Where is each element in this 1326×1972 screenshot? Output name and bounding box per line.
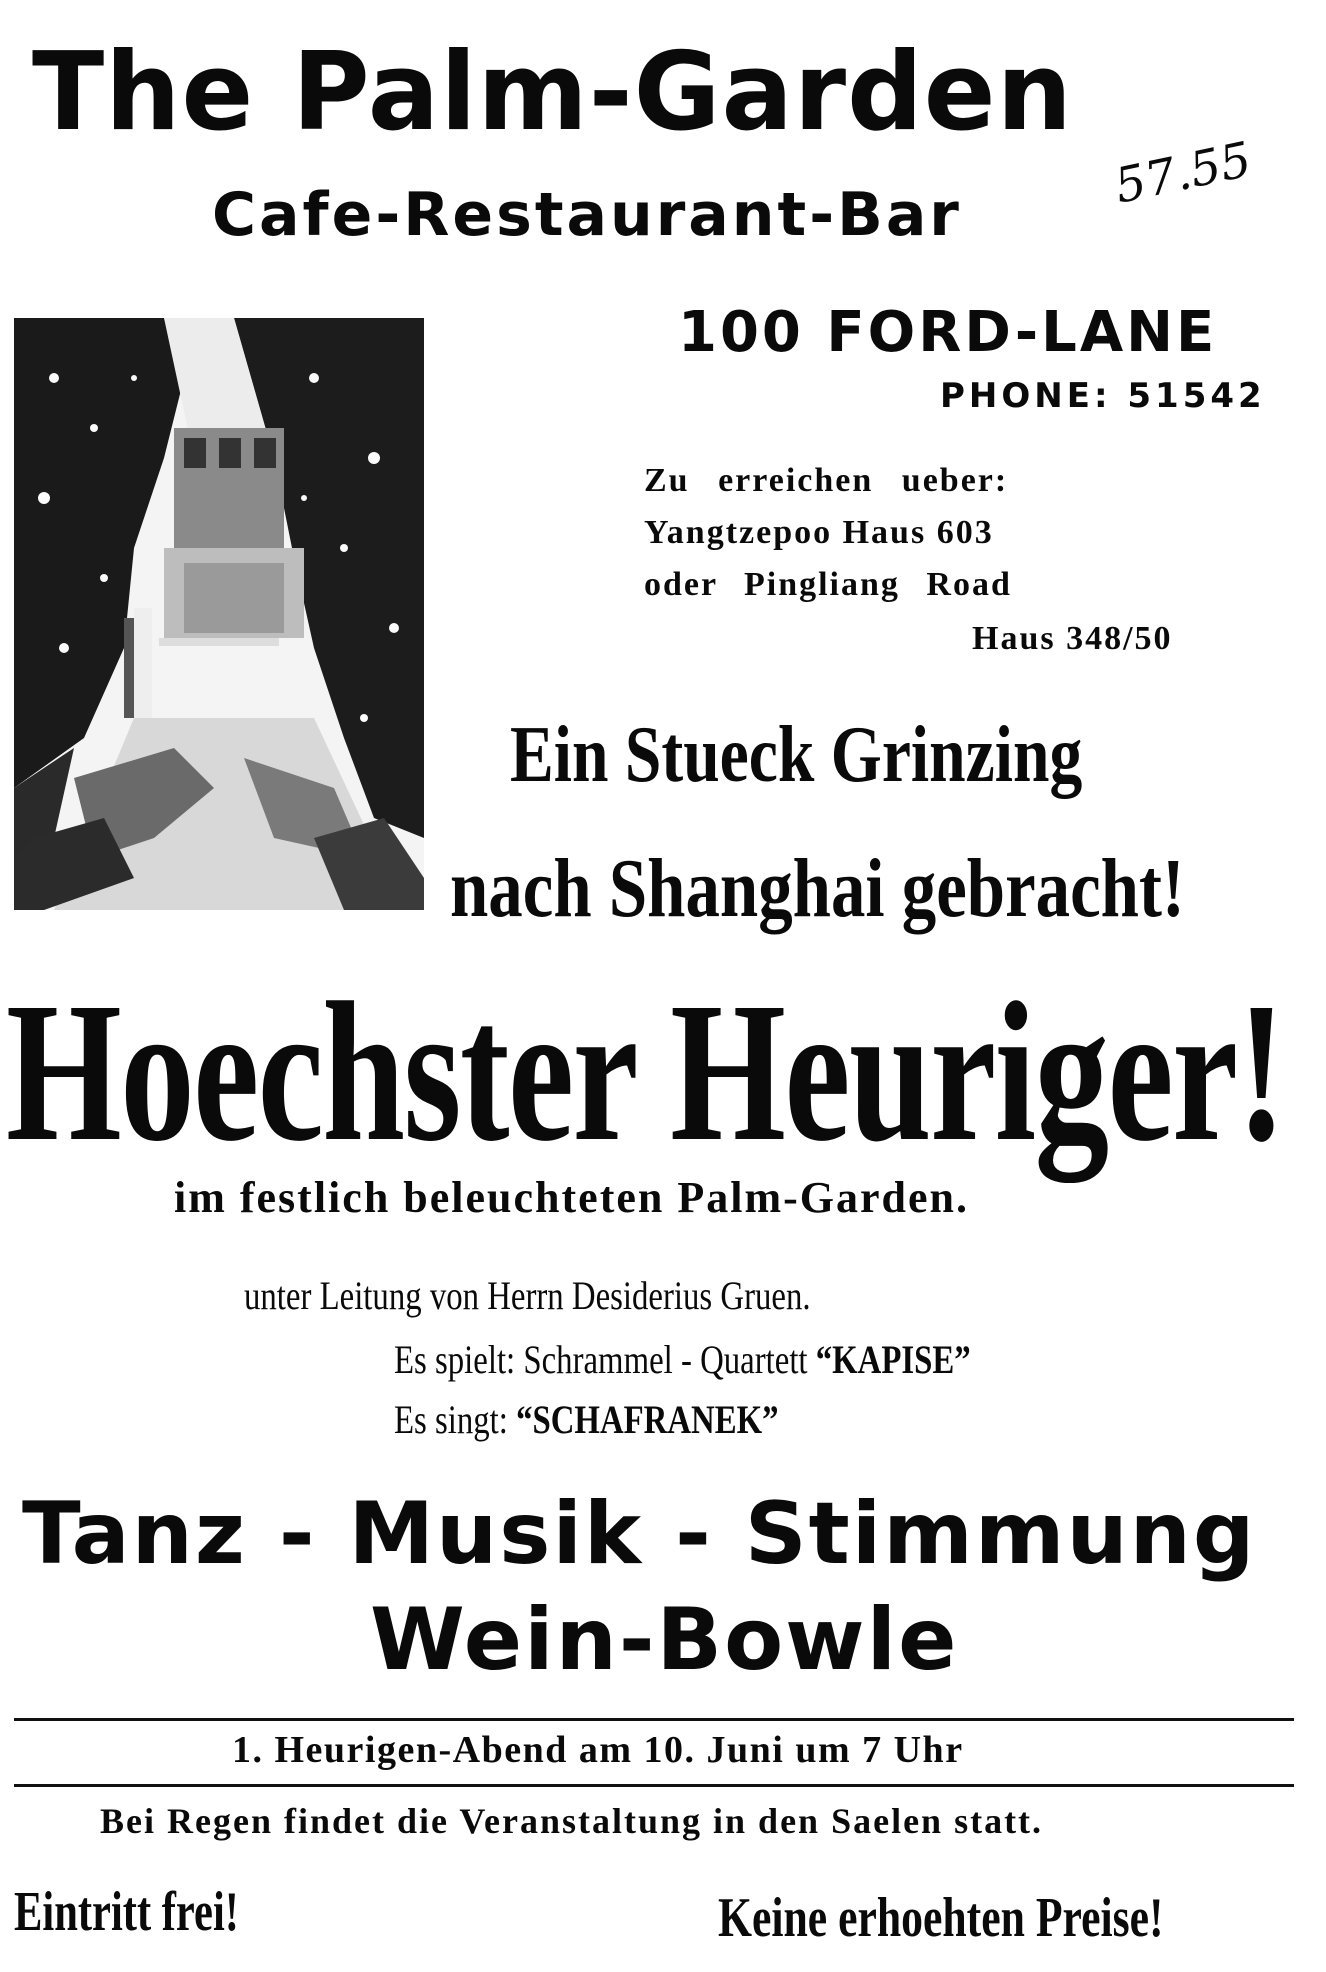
- directions-line-3: oder Pingliang Road: [644, 566, 1012, 603]
- footer-left: Eintritt frei!: [14, 1881, 239, 1943]
- performer-sings: [394, 1396, 779, 1443]
- plays-name: “KAPISE”: [815, 1337, 971, 1382]
- poster-subtitle: Cafe-Restaurant-Bar: [212, 180, 962, 250]
- performer-plays: [394, 1336, 971, 1383]
- sings-prefix: Es singt:: [394, 1397, 517, 1442]
- tagline-line-1: Ein Stueck Grinzing: [510, 711, 1083, 799]
- handwritten-note: 57.55: [1110, 131, 1257, 215]
- phone-number: PHONE: 51542: [940, 376, 1266, 416]
- features-line-1: Tanz - Musik - Stimmung: [22, 1484, 1257, 1584]
- directions-line-4: Haus 348/50: [972, 620, 1173, 657]
- poster-title: The Palm-Garden: [32, 30, 1073, 155]
- features-line-2: Wein-Bowle: [370, 1590, 959, 1690]
- divider-bottom: [14, 1784, 1294, 1787]
- directions-line-1: Zu erreichen ueber:: [644, 462, 1009, 499]
- address: 100 FORD-LANE: [678, 300, 1218, 365]
- headline: Hoechster Heuriger!: [6, 962, 1285, 1183]
- venue-line: im festlich beleuchteten Palm-Garden.: [174, 1173, 969, 1222]
- performer-leader: unter Leitung von Herrn Desiderius Gruen.: [244, 1273, 811, 1318]
- tagline-line-2: nach Shanghai gebracht!: [450, 842, 1185, 935]
- plays-prefix: Es spielt: Schrammel - Quartett: [394, 1337, 816, 1382]
- footer-right: Keine erhoehten Preise!: [718, 1887, 1164, 1949]
- garden-path-photo: [14, 318, 424, 910]
- directions-line-2: Yangtzepoo Haus 603: [644, 514, 994, 551]
- sings-name: “SCHAFRANEK”: [516, 1397, 779, 1442]
- divider-top: [14, 1718, 1294, 1721]
- rain-note: Bei Regen findet die Veranstaltung in den Saelen statt.: [100, 1801, 1044, 1841]
- event-date: 1. Heurigen-Abend am 10. Juni um 7 Uhr: [232, 1729, 964, 1771]
